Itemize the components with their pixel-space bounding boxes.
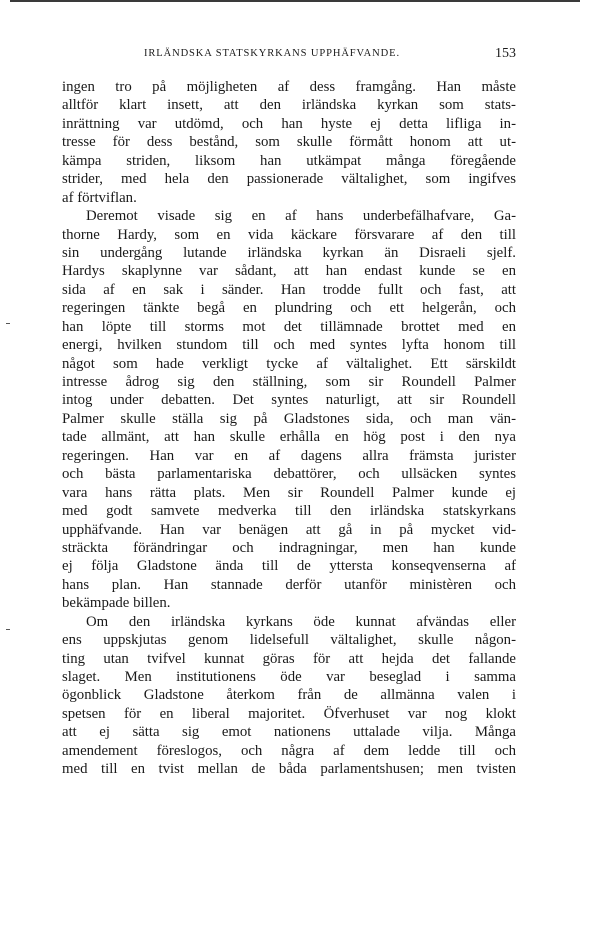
text-line: kämpa striden, liksom han utkämpat många föregående bbox=[62, 152, 516, 169]
page-header bbox=[62, 48, 516, 66]
text-line: regeringen tänkte begå en plundring och ett helgerån, och bbox=[62, 300, 516, 317]
text-line: sin undergång lutande irländska kyrkan än Disraeli sjelf. bbox=[62, 244, 516, 261]
body-text bbox=[62, 78, 516, 779]
text-line: tade allmänt, att han skulle erhålla en hög post i den nya bbox=[62, 429, 516, 446]
text-line: ingen tro på möjligheten af dess framgång. Han måste bbox=[62, 79, 516, 95]
text-line: ej följa Gladstone ända till de yttersta konseqvenserna af bbox=[62, 558, 516, 575]
text-line: hans plan. Han stannade derför utanför ministèren och bbox=[62, 576, 516, 593]
running-head: IRLÄNDSKA STATSKYRKANS UPPHÄFVANDE. bbox=[144, 48, 400, 59]
text-line: regeringen. Han var en af dagens allra främsta jurister bbox=[62, 447, 516, 464]
text-line: alltför klart insett, att den irländska kyrkan som stats- bbox=[62, 97, 516, 114]
text-line: Deremot visade sig en af hans underbefälhafvare, Ga- bbox=[86, 208, 516, 225]
text-line: Om den irländska kyrkans öde kunnat afvändas eller bbox=[86, 613, 516, 630]
margin-mark bbox=[6, 323, 10, 324]
text-line: vara hans rätta plats. Men sir Roundell Palmer kunde ej bbox=[62, 484, 516, 501]
text-line: sida af en sak i sänder. Han trodde fullt och fast, att bbox=[62, 281, 516, 298]
text-line: intog under debatten. Det syntes naturligt, att sir Roundell bbox=[62, 392, 516, 409]
text-line: thorne Hardy, som en vida käckare försvarare af den till bbox=[62, 226, 516, 243]
text-line: Palmer skulle ställa sig på Gladstones sida, och man vän- bbox=[62, 410, 516, 427]
text-line: med till en tvist mellan de båda parlamentshusen; men tvisten bbox=[62, 761, 516, 778]
text-line: att ej sätta sig emot nationens uttalade vilja. Många bbox=[62, 724, 516, 741]
page-number: 153 bbox=[495, 46, 516, 61]
margin-mark bbox=[6, 629, 10, 630]
text-line: af förtviflan. bbox=[62, 189, 137, 206]
text-line: sträckta förändringar och indragningar, men han kunde bbox=[62, 539, 516, 556]
text-line: energi, hvilken stundom till och med syntes lyfta honom till bbox=[62, 337, 516, 354]
text-line: bekämpade billen. bbox=[62, 595, 171, 612]
text-line: ögonblick Gladstone återkom från de allmänna valen i bbox=[62, 687, 516, 704]
text-line: något som hade verkligt tycke af vältalighet. Ett särskildt bbox=[62, 355, 516, 372]
text-line: han löpte till storms mot det tillämnade brottet med en bbox=[62, 318, 516, 335]
text-line: slaget. Men institutionens öde var beseglad i samma bbox=[62, 669, 516, 685]
text-line: strider, med hela den passionerade vältalighet, som ingifves bbox=[62, 171, 516, 188]
text-line: inrättning var utdömd, och han hyste ej detta lifliga in- bbox=[62, 115, 516, 132]
text-line: intresse ådrog sig den ställning, som sir Roundell Palmer bbox=[62, 374, 516, 390]
text-line: ens uppskjutas genom lidelsefull vältalighet, skulle någon- bbox=[62, 632, 516, 649]
text-line: tresse för dess bestånd, som skulle förmått honom att ut- bbox=[62, 134, 516, 151]
text-line: amendement föreslogos, och några af dem ledde till och bbox=[62, 742, 516, 759]
text-line: och bästa parlamentariska debattörer, och ullsäcken syntes bbox=[62, 466, 516, 483]
text-line: med godt samvete medverka till den irländska statskyrkans bbox=[62, 503, 516, 520]
text-line: upphäfvande. Han var benägen att gå in på mycket vid- bbox=[62, 521, 516, 538]
text-line: spetsen för en liberal majoritet. Öfverhuset var nog klokt bbox=[62, 705, 516, 722]
text-line: ting utan tvifvel kunnat göras för att hejda det fallande bbox=[62, 650, 516, 667]
text-line: Hardys skaplynne var sådant, att han endast kunde se en bbox=[62, 263, 516, 280]
top-border-rule bbox=[10, 0, 580, 2]
